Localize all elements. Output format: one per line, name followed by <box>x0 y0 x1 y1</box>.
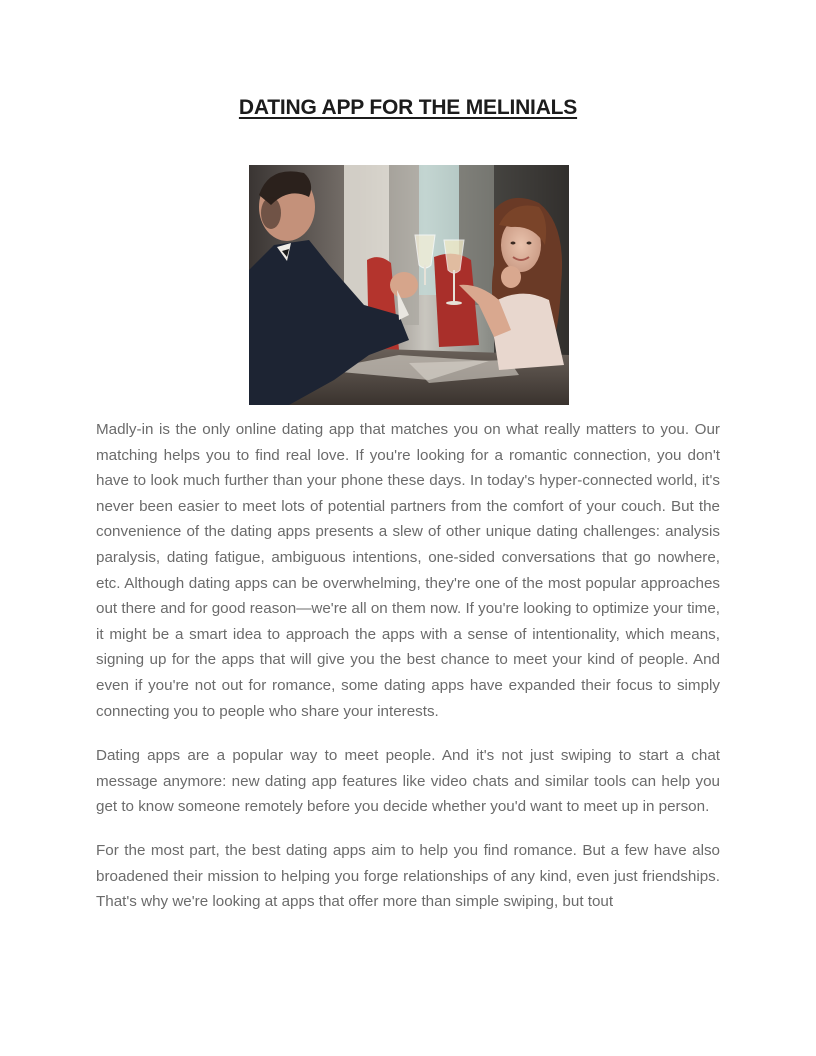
document-title: DATING APP FOR THE MELINIALS <box>238 96 578 119</box>
couple-toasting-photo <box>249 165 569 405</box>
paragraph-romance: For the most part, the best dating apps aim to help you find romance. But a few have also broadened their mission to helping you forge relationships of any kind, even just friendships. That's why we're looking at apps that offer more than simple swiping, but tout <box>96 842 720 911</box>
paragraph-features: Dating apps are a popular way to meet people. And it's not just swiping to start a chat message anymore: new dating app features like video chats and similar tools can help you get to know someone remotely before you decide whether you'd want to meet up in person. <box>96 747 720 816</box>
paragraph-intro: Madly-in is the only online dating app that matches you on what really matters to you. Our matching helps you to find real love. If you're looking for a romantic connection, you don't have to look much further than your phone these days. In today's hyper-connected world, it's never been easier to meet lots of potential partners from the comfort of your couch. But the convenience of the dating apps presents a slew of other unique dating challenges: analysis paralysis, dating fatigue, ambiguous intentions, one-sided conversations that go nowhere, etc. Although dating apps can be overwhelming, they're one of the most popular approaches out there and for good reason—we're all on them now. If you're looking to optimize your time, it might be a smart idea to approach the apps with a sense of intentionality, which means, signing up for the apps that will give you the best chance to meet your kind of people. And even if you're not out for romance, some dating apps have expanded their focus to simply connecting you to people who share your interests. <box>96 421 720 720</box>
